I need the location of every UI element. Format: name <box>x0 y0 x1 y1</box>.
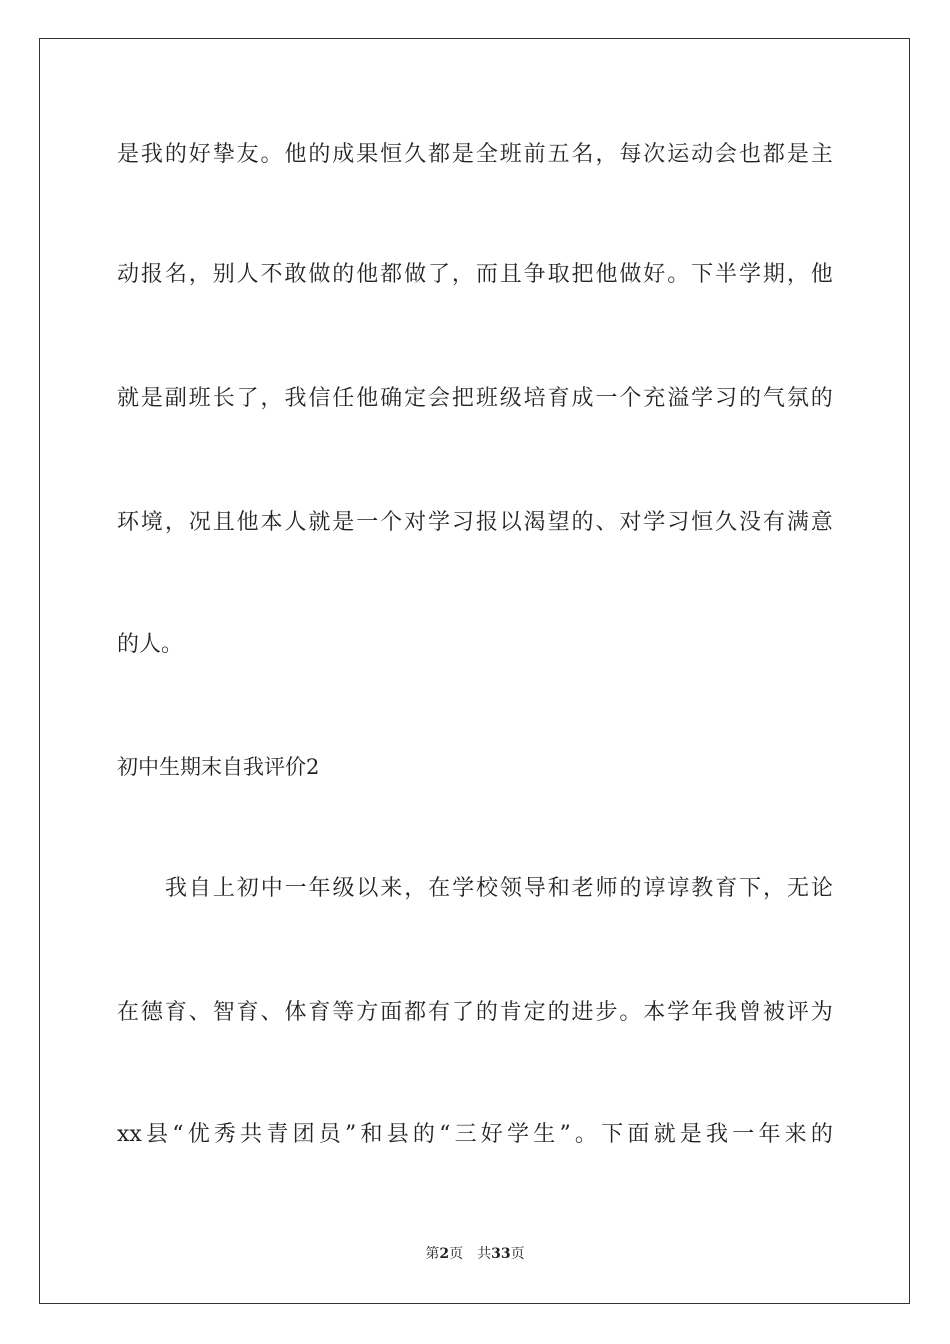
text-line-5: 的人。 <box>117 632 184 657</box>
page-frame <box>39 38 910 1304</box>
footer-page-number: 2 <box>439 1246 450 1262</box>
paragraph-line-2: 在 德 育 、 智 育 、 体 育 等 方 面 都 有 了 的 肯 定 的 进 步 。 本 学 年 我 曾 被 评 为 <box>117 1000 833 1025</box>
footer-total-pages: 33 <box>491 1246 511 1262</box>
paragraph-line-3: xx 县 “ 优 秀 共 青 团 员 ” 和 县 的 “ 三 好 学 生 ” 。 下 面 就 是 我 一 年 来 的 <box>117 1122 833 1147</box>
section-heading: 初中生期末自我评价2 <box>117 755 320 779</box>
text-line-2: 动 报 名 ， 别 人 不 敢 做 的 他 都 做 了 ， 而 且 争 取 把 他 做 好 。 下 半 学 期 ， 他 <box>117 262 833 287</box>
page-footer <box>0 1244 950 1264</box>
footer-prefix: 第 <box>425 1246 440 1262</box>
text-line-4: 环 境 ， 况 且 他 本 人 就 是 一 个 对 学 习 报 以 渴 望 的 、 对 学 习 恒 久 没 有 满 意 <box>117 510 833 535</box>
footer-mid: 页 共 <box>449 1246 492 1262</box>
paragraph-line-1: 我 自 上 初 中 一 年 级 以 来 ， 在 学 校 领 导 和 老 师 的 谆 谆 教 育 下 ， 无 论 <box>165 876 833 901</box>
text-line-1: 是 我 的 好 挚 友 。 他 的 成 果 恒 久 都 是 全 班 前 五 名 ， 每 次 运 动 会 也 都 是 主 <box>117 142 833 167</box>
text-line-3: 就 是 副 班 长 了 ， 我 信 任 他 确 定 会 把 班 级 培 育 成 一 个 充 溢 学 习 的 气 氛 的 <box>117 386 833 411</box>
footer-suffix: 页 <box>510 1246 525 1262</box>
